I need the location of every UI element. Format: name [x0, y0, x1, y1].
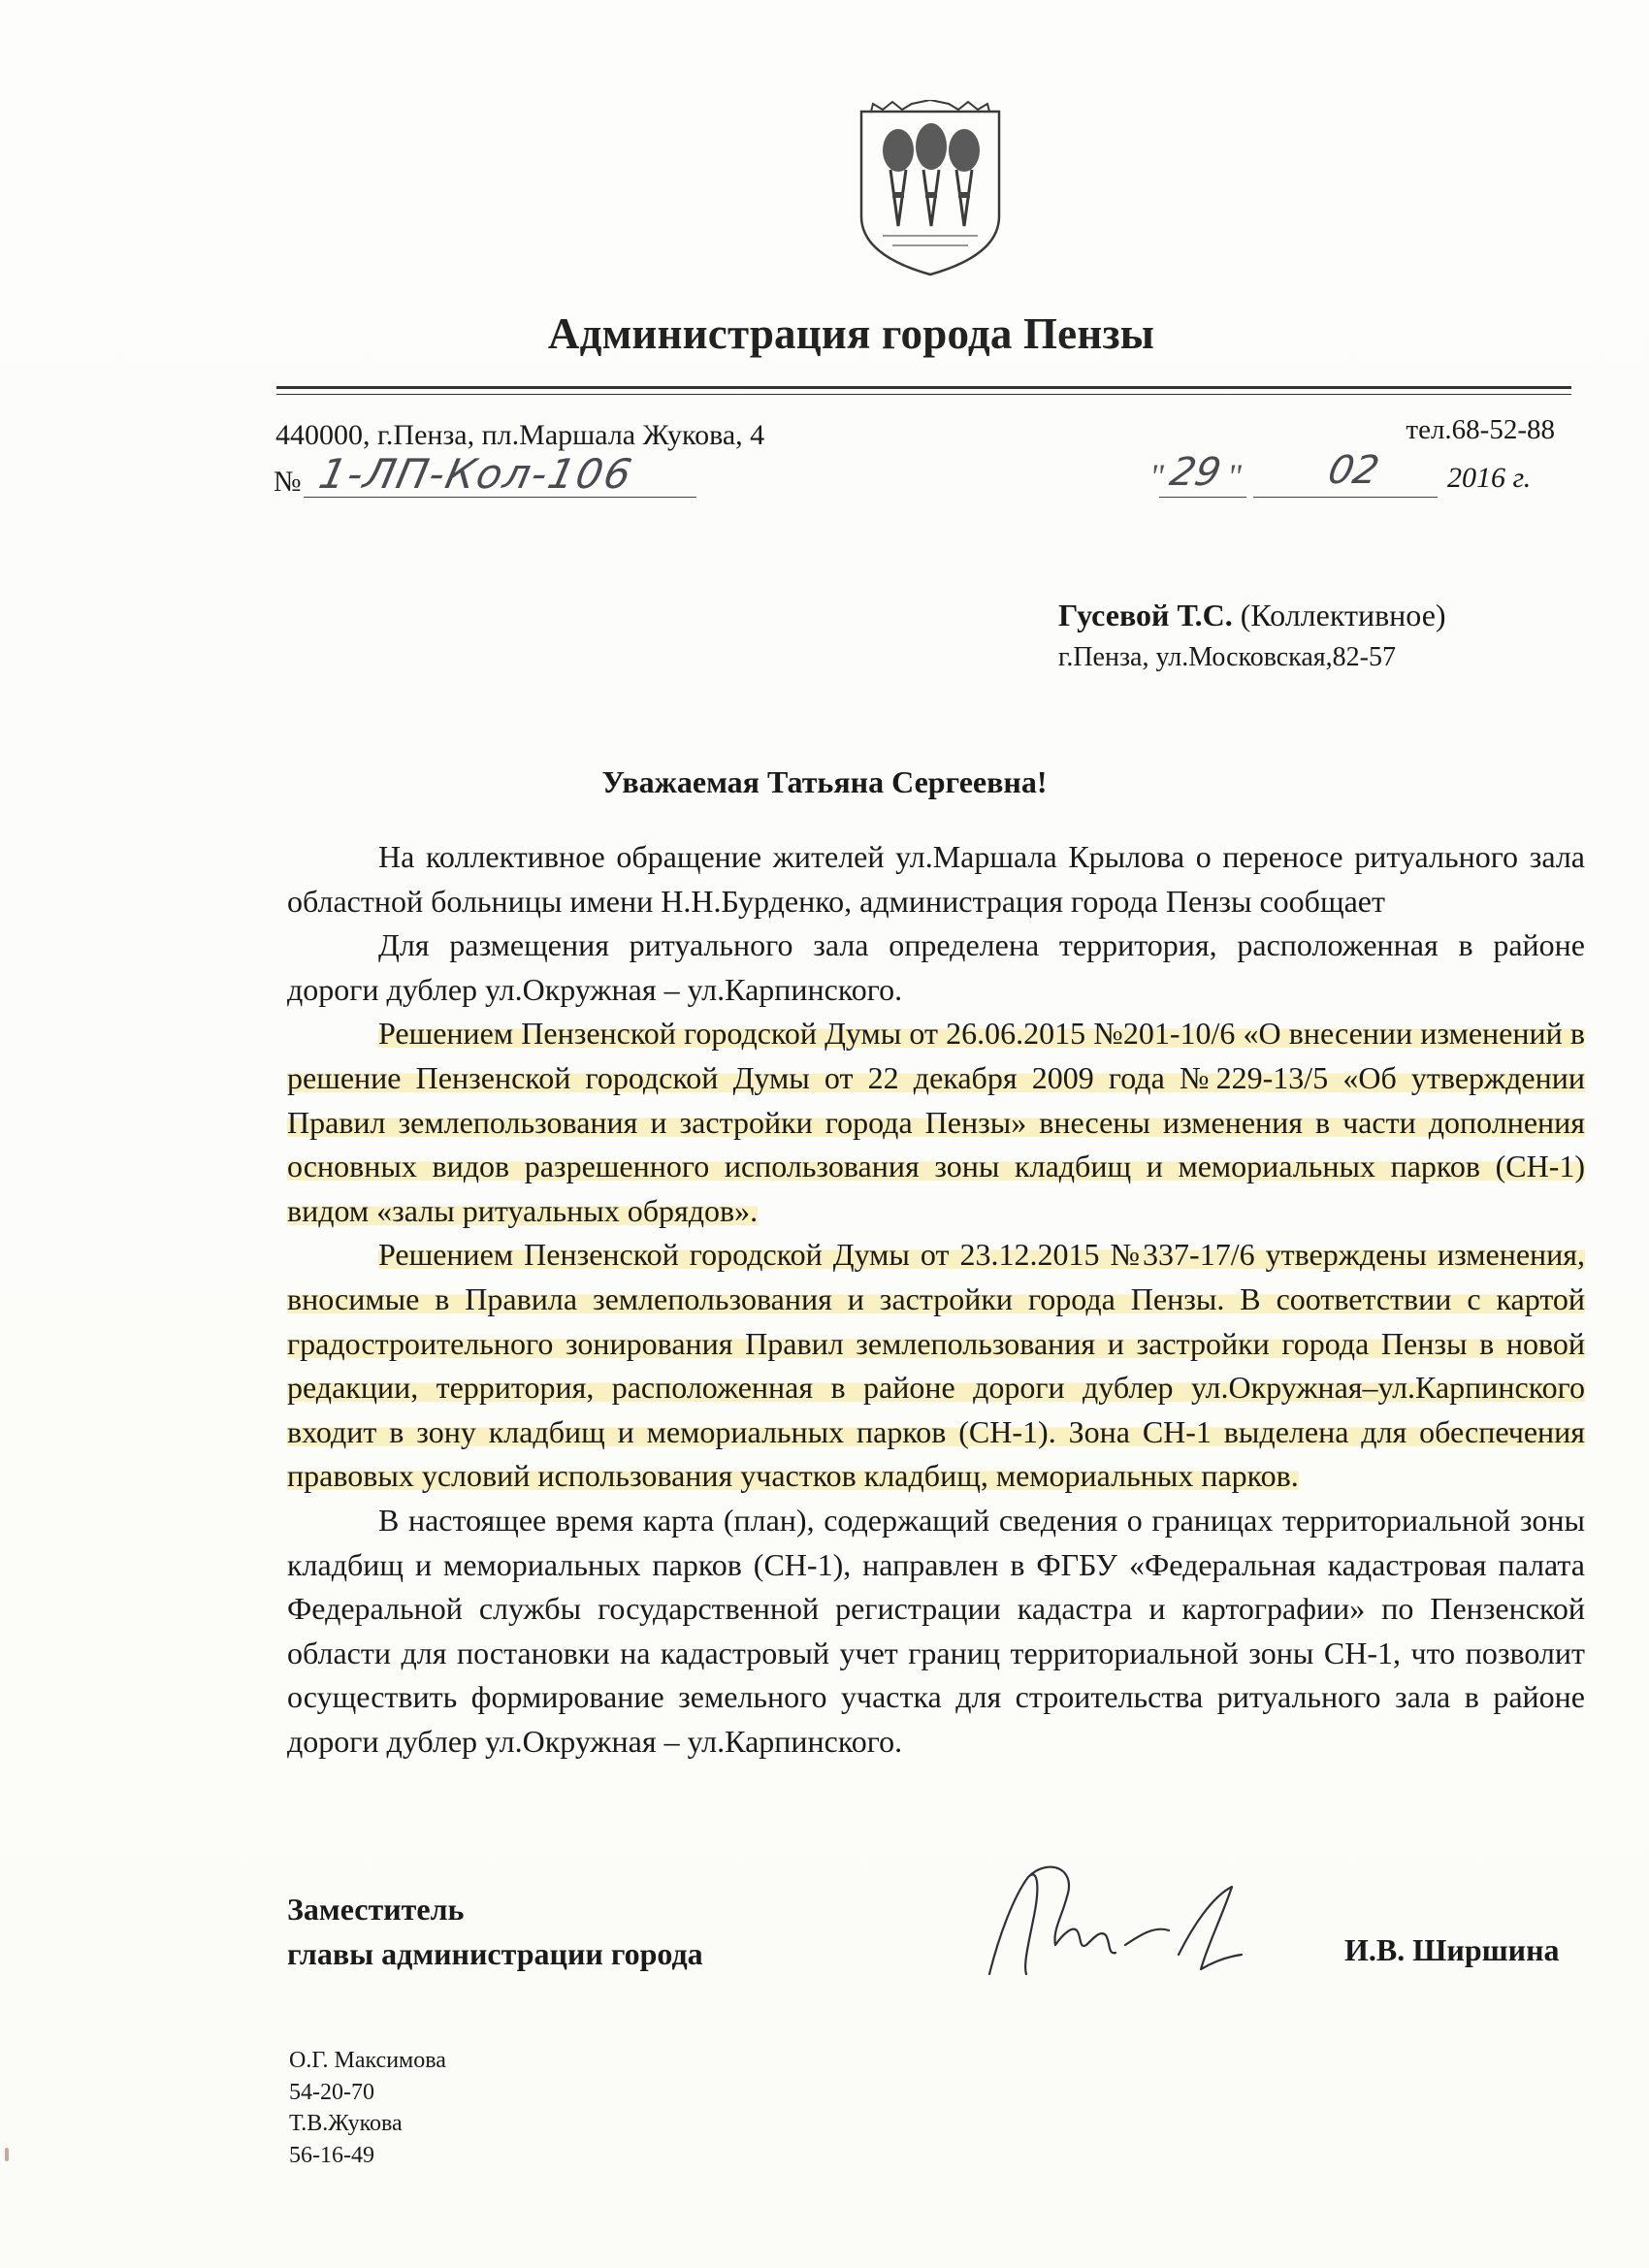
date-day-handwritten: 29: [1166, 450, 1225, 495]
body-paragraph: [287, 1233, 1585, 1499]
recipient-name-line: [1058, 598, 1446, 633]
recipient-address: г.Пенза, ул.Московская,82-57: [1058, 642, 1396, 672]
date-day-line: [1159, 497, 1246, 498]
executor-block: [289, 2045, 446, 2171]
organization-name: Администрация города Пензы: [547, 309, 1155, 358]
recipient-note: (Коллективное): [1240, 598, 1446, 632]
signatory-title-line2: главы администрации города: [287, 1936, 703, 1971]
date-month-line: [1253, 497, 1438, 498]
highlighted-text: Решением Пензенской городской Думы от 26.06.2015 №201-10/6 «О внесении изменений в решение Пензенской городской Думы от 22 декабря 2009 года №229-13/5 «Об утверждении Правил землепользования и застройки города Пензы» внесены изменения в части дополнения основных видов разрешенного использования зоны кладбищ и мемориальных парков (СН-1) видом «залы ритуальных обрядов».: [287, 1016, 1585, 1228]
header-rule-thin: [276, 394, 1571, 395]
coat-of-arms-icon: [854, 100, 1007, 278]
signatory-name: И.В. Ширшина: [1344, 1932, 1560, 1967]
body-paragraph: Для размещения ритуального зала определена территория, расположенная в районе дороги дублер ул.Окружная – ул.Карпинского.: [287, 927, 1585, 1007]
body-paragraph: В настоящее время карта (план), содержащий сведения о границах территориальной зоны кладбищ и мемориальных парков (СН-1), направлен в ФГБУ «Федеральная кадастровая палата Федеральной службы государственной регистрации кадастра и картографии» по Пензенской области для постановки на кадастровый учет границ территориальной зоны СН-1, что позволит осуществить формирование земельного участка для строительства ритуального зала в районе дороги дублер ул.Окружная – ул.Карпинского.: [287, 1502, 1585, 1759]
body-paragraph: На коллективное обращение жителей ул.Маршала Крылова о переносе ритуального зала областной больницы имени Н.Н.Бурденко, администрация города Пензы сообщает: [287, 839, 1585, 919]
date-month-handwritten: 02: [1324, 448, 1383, 493]
greeting: Уважаемая Татьяна Сергеевна!: [601, 764, 1048, 799]
body-paragraph: [287, 1012, 1585, 1233]
scan-edge-mark: [5, 2148, 9, 2161]
executor-line: 56-16-49: [289, 2142, 374, 2168]
date-year: 2016 г.: [1447, 462, 1532, 494]
document-number-line: [304, 497, 696, 498]
handwritten-signature: [970, 1838, 1261, 2003]
document-number-label: №: [274, 466, 302, 498]
signatory-title-line1: Заместитель: [287, 1892, 465, 1927]
header-rule-thick: [276, 386, 1571, 389]
executor-line: Т.В.Жукова: [289, 2111, 403, 2136]
organization-phone: тел.68-52-88: [1406, 414, 1555, 445]
recipient-name: Гусевой Т.С.: [1058, 598, 1233, 632]
document-number-handwritten: 1-ЛП-Кол-106: [314, 450, 638, 498]
executor-line: О.Г. Максимова: [289, 2048, 446, 2073]
organization-address: 440000, г.Пенза, пл.Маршала Жукова, 4: [275, 419, 765, 451]
letter-body: [287, 835, 1585, 1764]
highlighted-text: Решением Пензенской городской Думы от 23.12.2015 №337-17/6 утверждены изменения, вносимые в Правила землепользования и застройки города Пензы. В соответствии с картой градостроительного зонирования Правил землепользования и застройки города Пензы в новой редакции, территория, расположенная в районе дороги дублер ул.Окружная–ул.Карпинского входит в зону кладбищ и мемориальных парков (СН-1). Зона СН-1 выделена для обеспечения правовых условий использования участков кладбищ, мемориальных парков.: [287, 1237, 1585, 1494]
executor-line: 54-20-70: [289, 2079, 374, 2105]
date-quote-close: ": [1227, 457, 1243, 496]
date-quote-open: ": [1149, 457, 1165, 496]
